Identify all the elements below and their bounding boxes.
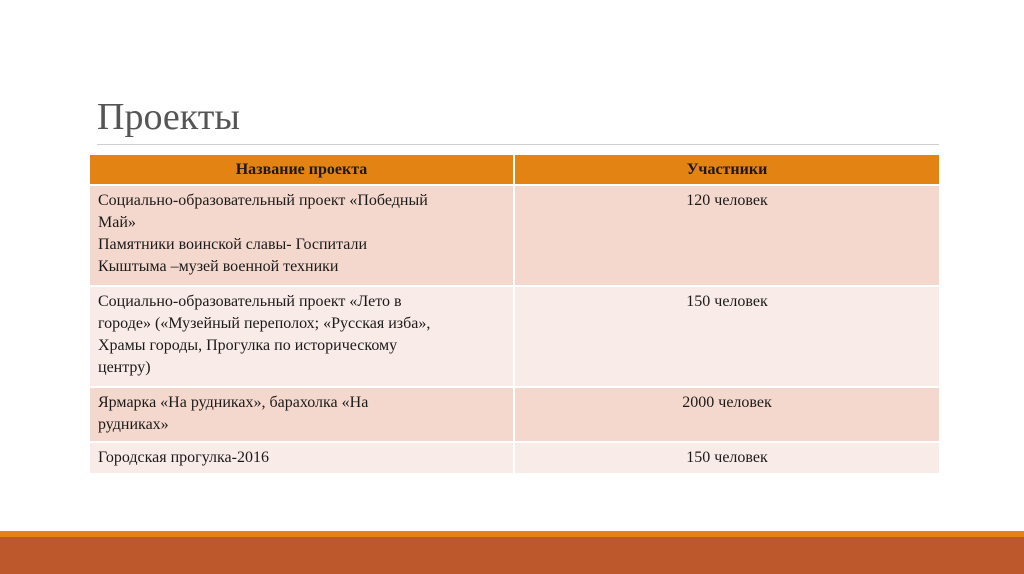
- header-participants: Участники: [514, 155, 939, 185]
- project-line: Социально-образовательный проект «Лето в: [98, 293, 402, 310]
- projects-table: [90, 155, 939, 475]
- project-name-cell: [90, 387, 514, 442]
- footer-band: [0, 537, 1024, 574]
- project-line: Ярмарка «На рудниках», барахолка «На: [98, 394, 369, 411]
- table-row: [90, 286, 939, 387]
- table-row: [90, 387, 939, 442]
- project-line: Социально-образовательный проект «Победный: [98, 192, 428, 209]
- header-project-name: Название проекта: [90, 155, 514, 185]
- title-divider: [97, 144, 939, 145]
- participants-cell: 150 человек: [514, 442, 939, 474]
- project-line: Памятники воинской славы- Госпитали: [98, 236, 368, 253]
- project-line: рудниках»: [98, 416, 169, 433]
- table-row: [90, 442, 939, 474]
- table-header-row: [90, 155, 939, 185]
- project-line: Кыштыма –музей военной техники: [98, 258, 339, 275]
- project-line: городе» («Музейный переполох; «Русская изба»,: [98, 315, 431, 332]
- slide-title: Проекты: [97, 96, 240, 138]
- project-line: Май»: [98, 214, 136, 231]
- table-row: [90, 185, 939, 286]
- participants-cell: 150 человек: [514, 286, 939, 387]
- participants-cell: 2000 человек: [514, 387, 939, 442]
- participants-cell: 120 человек: [514, 185, 939, 286]
- project-name-cell: [90, 286, 514, 387]
- project-line: Городская прогулка-2016: [98, 449, 269, 466]
- project-name-cell: [90, 442, 514, 474]
- project-name-cell: [90, 185, 514, 286]
- project-line: центру): [98, 359, 151, 376]
- project-line: Храмы городы, Прогулка по историческому: [98, 337, 398, 354]
